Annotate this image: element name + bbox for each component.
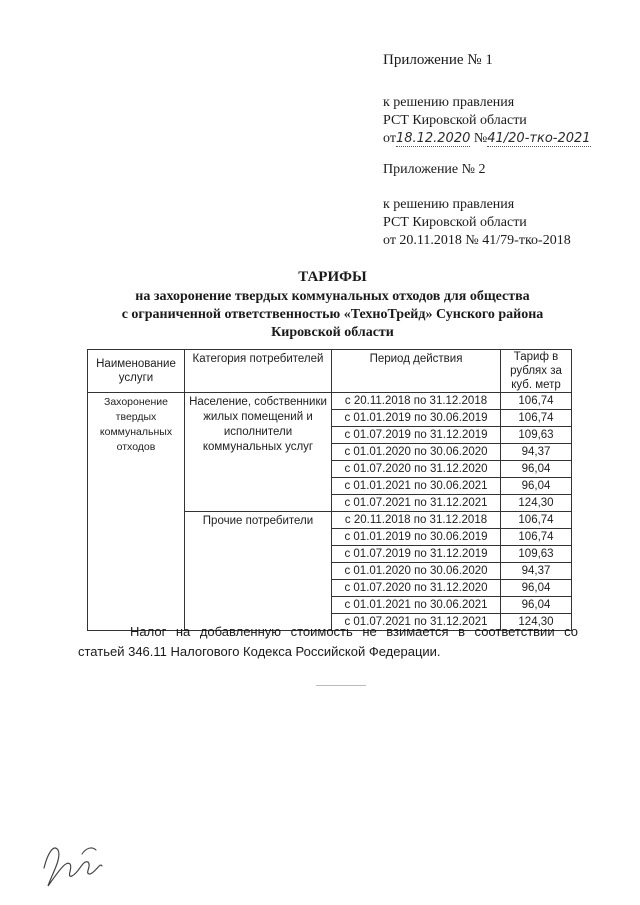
tariff-table [87, 349, 572, 631]
tariff-cell: 96,04 [501, 580, 572, 597]
tariff-cell: 106,74 [501, 512, 572, 529]
table-row [88, 393, 572, 410]
period-cell: с 01.01.2019 по 30.06.2019 [332, 410, 501, 427]
category-population: Население, собственники жилых помещений и исполнители коммунальных услуг [185, 393, 332, 512]
tariff-cell: 109,63 [501, 546, 572, 563]
period-cell: с 01.01.2020 по 30.06.2020 [332, 563, 501, 580]
period-cell: с 01.07.2019 по 31.12.2019 [332, 427, 501, 444]
period-cell: с 20.11.2018 по 31.12.2018 [332, 393, 501, 410]
tariff-cell: 106,74 [501, 393, 572, 410]
title-main: ТАРИФЫ [298, 269, 367, 285]
title-line2: с ограниченной ответственностью «ТехноТрейд» Сунского района [121, 307, 544, 322]
divider-line [316, 685, 366, 686]
appendix-2-reference [383, 196, 571, 250]
appendix-2-line3: от 20.11.2018 № 41/79-тко-2018 [383, 233, 571, 248]
tariff-cell: 106,74 [501, 529, 572, 546]
appendix-1-reference [383, 94, 591, 148]
document-title [60, 268, 605, 342]
tariff-cell: 109,63 [501, 427, 572, 444]
appendix-2-line1: к решению правления [383, 197, 515, 212]
tariff-cell: 94,37 [501, 444, 572, 461]
appendix-1-line2: РСТ Кировской области [383, 113, 527, 128]
header-period: Период действия [332, 350, 501, 393]
title-line3: Кировской области [271, 325, 394, 340]
handwritten-number: 41/20-тко-2021 [487, 131, 591, 146]
tariff-cell: 96,04 [501, 461, 572, 478]
header-name: Наименование услуги [88, 350, 185, 393]
header-tariff: Тариф в рублях за куб. метр [501, 350, 572, 393]
tariff-cell: 94,37 [501, 563, 572, 580]
appendix-1-line3 [383, 130, 591, 148]
tariff-cell: 96,04 [501, 597, 572, 614]
appendix-1-line1: к решению правления [383, 95, 515, 110]
service-name: Захоронение твердых коммунальных отходов [88, 393, 185, 631]
appendix-1-title: Приложение № 1 [383, 52, 493, 68]
category-other: Прочие потребители [185, 512, 332, 631]
appendix-2-line2: РСТ Кировской области [383, 215, 527, 230]
appendix-1-num-label: № [473, 131, 488, 146]
tariff-cell: 124,30 [501, 495, 572, 512]
period-cell: с 20.11.2018 по 31.12.2018 [332, 512, 501, 529]
vat-note: Налог на добавленную стоимость не взимается в соответствии со статьей 346.11 Налогового Кодекса Российской Федерации. [78, 624, 578, 659]
period-cell: с 01.07.2019 по 31.12.2019 [332, 546, 501, 563]
table-header-row [88, 350, 572, 393]
handwritten-date: 18.12.2020 [395, 131, 471, 146]
period-cell: с 01.01.2021 по 30.06.2021 [332, 597, 501, 614]
signature-mark [38, 838, 110, 893]
header-category: Категория потребителей [185, 350, 332, 393]
period-cell: с 01.07.2021 по 31.12.2021 [332, 495, 501, 512]
period-cell: с 01.07.2021 по 31.12.2021 [332, 614, 501, 631]
period-cell: с 01.07.2020 по 31.12.2020 [332, 461, 501, 478]
tariff-cell: 124,30 [501, 614, 572, 631]
period-cell: с 01.01.2021 по 30.06.2021 [332, 478, 501, 495]
appendix-2-title: Приложение № 2 [383, 162, 486, 177]
title-line1: на захоронение твердых коммунальных отходов для общества [135, 289, 530, 304]
tariff-cell: 96,04 [501, 478, 572, 495]
period-cell: с 01.01.2019 по 30.06.2019 [332, 529, 501, 546]
period-cell: с 01.01.2020 по 30.06.2020 [332, 444, 501, 461]
period-cell: с 01.07.2020 по 31.12.2020 [332, 580, 501, 597]
appendix-1-ot: от [383, 131, 396, 146]
tariff-cell: 106,74 [501, 410, 572, 427]
